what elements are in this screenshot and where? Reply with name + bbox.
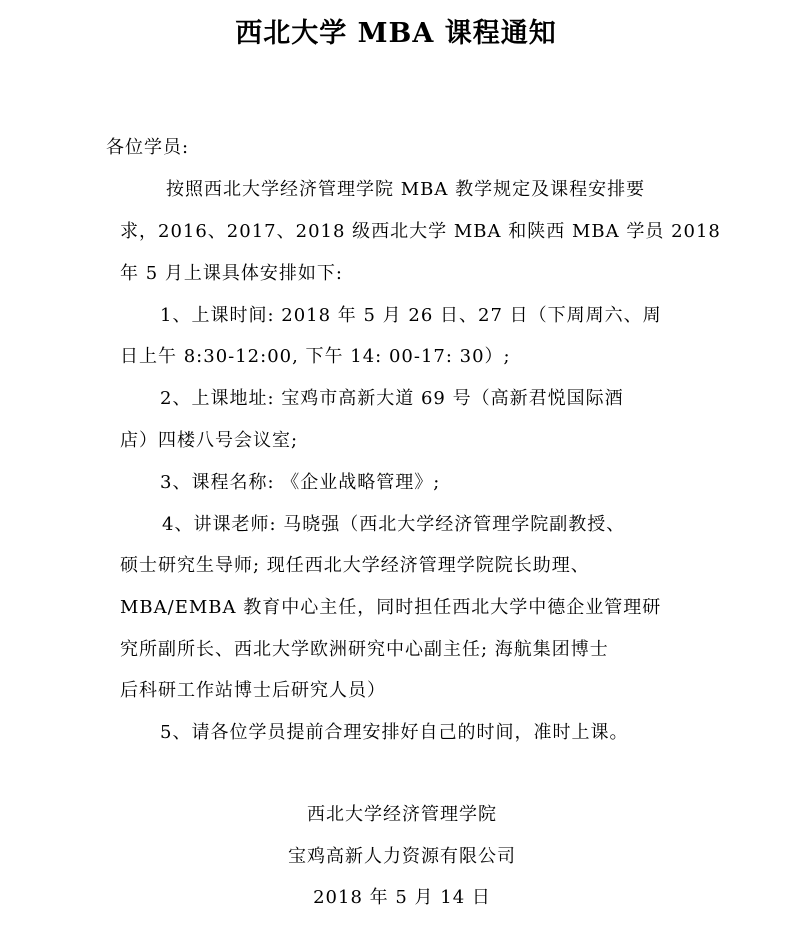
item-line: 日上午 8:30-12:00, 下午 14: 00-17: 30）; xyxy=(120,346,511,367)
item-line: 4、讲课老师: 马晓强（西北大学经济管理学院副教授、 xyxy=(162,514,626,535)
item-line: 1、上课时间: 2018 年 5 月 26 日、27 日（下周周六、周 xyxy=(160,305,662,326)
item-line: 究所副所长、西北大学欧洲研究中心副主任; 海航集团博士 xyxy=(120,639,609,660)
signature-org-2: 宝鸡高新人力资源有限公司 xyxy=(288,846,516,867)
item-line: 3、课程名称: 《企业战略管理》; xyxy=(160,472,441,493)
intro-line: 年 5 月上课具体安排如下: xyxy=(120,263,343,284)
item-line: 硕士研究生导师; 现任西北大学经济管理学院院长助理、 xyxy=(120,555,590,576)
item-line: 店）四楼八号会议室; xyxy=(120,430,299,451)
item-line: MBA/EMBA 教育中心主任，同时担任西北大学中德企业管理研 xyxy=(120,597,662,618)
intro-line: 按照西北大学经济管理学院 MBA 教学规定及课程安排要 xyxy=(166,179,646,200)
signature-date: 2018 年 5 月 14 日 xyxy=(313,887,491,908)
document-title: 西北大学 MBA 课程通知 xyxy=(235,18,557,49)
signature-org-1: 西北大学经济管理学院 xyxy=(307,804,497,825)
item-line: 后科研工作站博士后研究人员） xyxy=(120,680,386,701)
intro-line: 求，2016、2017、2018 级西北大学 MBA 和陕西 MBA 学员 2018 xyxy=(120,221,721,242)
item-line: 2、上课地址: 宝鸡市高新大道 69 号（高新君悦国际酒 xyxy=(160,388,624,409)
item-line: 5、请各位学员提前合理安排好自己的时间，准时上课。 xyxy=(160,722,629,743)
salutation: 各位学员: xyxy=(106,137,190,158)
